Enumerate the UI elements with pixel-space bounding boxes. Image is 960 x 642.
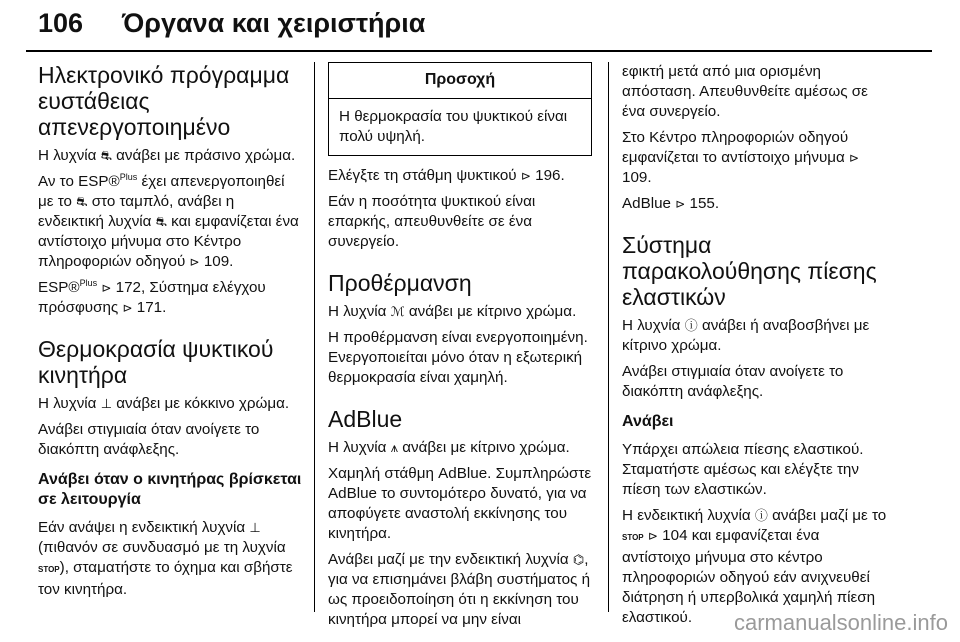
esp-off-icon: ⛐ [100,148,112,163]
paragraph: Ελέγξτε τη στάθμη ψυκτικού ⊳ 196. [328,167,565,184]
reference-arrow-icon: ⊳ [520,169,531,183]
column-divider-2 [608,62,609,612]
paragraph: Η προθέρμανση είναι ενεργοποιημένη. Ενεργοποιείται μόνο όταν η εξωτερική θερμοκρασία είναι χαμηλή. [328,329,588,386]
page-reference[interactable]: 109. [622,169,652,186]
heading-esp-off: Ηλεκτρονικό πρόγραμμα ευστάθειας απενεργοποιημένο [38,62,290,140]
paragraph: Χαμηλή στάθμη AdBlue. Συμπληρώστε AdBlue το συντομότερο δυνατό, για να αποφύγετε αναστολή εκκίνησης του κινητήρα. [328,465,592,542]
paragraph: Η λυχνία ⊥ ανάβει με κόκκινο χρώμα. [38,395,290,412]
paragraph: ESP®$^{Plus}$ ⊳ 172, Σύστημα ελέγχου πρόσφυσης ⊳ 171. [38,277,266,316]
caution-text: Η θερμοκρασία του ψυκτικού είναι πολύ υψηλή. [339,108,568,145]
page-header [0,0,960,54]
page-reference[interactable]: 109. [203,253,234,270]
paragraph: Ανάβει στιγμιαία όταν ανοίγετε το διακόπτη ανάφλεξης. [38,421,260,458]
page-number: 106 [38,8,84,38]
running-title: Όργανα και χειριστήρια [122,8,426,38]
coolant-temperature-icon: ⊥ [100,396,113,411]
paragraph: Εάν η ποσότητα ψυκτικού είναι επαρκής, απευθυνθείτε σε ένα συνεργείο. [328,193,536,250]
coolant-temperature-icon: ⊥ [249,520,261,535]
column-3 [622,62,888,634]
paragraph: AdBlue ⊳ 155. [622,195,720,212]
paragraph: Η λυχνία ⩚ ανάβει με κίτρινο χρώμα. [328,439,570,456]
heading-preheating: Προθέρμανση [328,270,472,296]
page-reference[interactable]: 171. [136,299,167,316]
paragraph: Η λυχνία ℳ ανάβει με κίτρινο χρώμα. [328,303,577,320]
paragraph: εφικτή μετά από μια ορισμένη απόσταση. Απευθυνθείτε αμέσως σε ένα συνεργείο. [622,63,868,120]
reference-arrow-icon: ⊳ [189,255,200,269]
reference-arrow-icon: ⊳ [647,529,658,543]
heading-tyre-pressure-monitoring: Σύστημα παρακολούθησης πίεσης ελαστικών [622,232,877,310]
column-2 [328,62,592,636]
page-reference[interactable]: 155. [689,195,720,212]
heading-illuminates: Ανάβει [622,413,674,430]
reference-arrow-icon: ⊳ [122,301,133,315]
column-1 [38,62,304,606]
stop-icon: STOP [622,533,644,542]
paragraph: Αν το ESP®$^{Plus}$ έχει απενεργοποιηθεί με το ⛐ στο ταμπλό, ανάβει η ενδεικτική λυχνία ⛐ και εμφανίζεται ένα αντίστοιχο μήνυμα στο Κέντρο πληροφοριών οδηγού ⊳ 109. [38,171,299,270]
paragraph: Υπάρχει απώλεια πίεσης ελαστικού. Σταματήστε αμέσως και ελέγξτε την πίεση των ελαστικών. [622,441,864,498]
paragraph: Η λυχνία ⛐ ανάβει με πράσινο χρώμα. [38,147,296,164]
esp-off-icon: ⛐ [155,214,167,229]
caution-title: Προσοχή [329,63,591,99]
paragraph: Η λυχνία ⓘ ανάβει ή αναβοσβήνει με κίτρινο χρώμα. [622,317,870,354]
paragraph: Ανάβει μαζί με την ενδεικτική λυχνία ⌬, για να επισημάνει βλάβη συστήματος ή ως προειδοποίηση ότι η εκκίνηση του κινητήρα μπορεί να μην είναι [328,551,591,628]
reference-arrow-icon: ⊳ [675,197,686,211]
paragraph: Ανάβει στιγμιαία όταν ανοίγετε το διακόπτη ανάφλεξης. [622,363,844,400]
caution-box [328,62,592,156]
reference-arrow-icon: ⊳ [101,281,112,295]
reference-arrow-icon: ⊳ [849,151,860,165]
preheating-icon: ℳ [390,304,405,319]
adblue-icon: ⩚ [390,440,399,455]
page-reference[interactable]: 172, Σύστημα ελέγχου πρόσφυσης [38,279,266,316]
watermark: carmanualsonline.info [733,610,948,635]
header-rule [26,50,932,52]
heading-engine-running: Ανάβει όταν ο κινητήρας βρίσκεται σε λειτουργία [38,471,302,508]
paragraph: Η ενδεικτική λυχνία ⓘ ανάβει μαζί με το STOP ⊳ 104 και εμφανίζεται ένα αντίστοιχο μήνυμα στο κέντρο πληροφοριών οδηγού εάν ανιχνευθεί διάτρηση ή υπερβολικά χαμηλή πίεση ελαστικού. [622,507,887,626]
heading-adblue: AdBlue [328,406,403,432]
esp-off-icon: ⛐ [76,194,88,209]
column-divider-1 [314,62,315,612]
page-reference[interactable]: 196. [535,167,565,184]
heading-coolant-temperature: Θερμοκρασία ψυκτικού κινητήρα [38,336,274,388]
stop-icon: STOP [38,565,60,574]
tyre-pressure-icon: ⓘ [754,508,768,523]
paragraph: Στο Κέντρο πληροφοριών οδηγού εμφανίζεται το αντίστοιχο μήνυμα ⊳ 109. [622,129,860,186]
engine-check-icon: ⌬ [572,552,585,567]
tyre-pressure-icon: ⓘ [684,318,698,333]
paragraph: Εάν ανάψει η ενδεικτική λυχνία ⊥ (πιθανόν σε συνδυασμό με τη λυχνία STOP), σταματήστε το όχημα και σβήστε τον κινητήρα. [38,519,293,598]
